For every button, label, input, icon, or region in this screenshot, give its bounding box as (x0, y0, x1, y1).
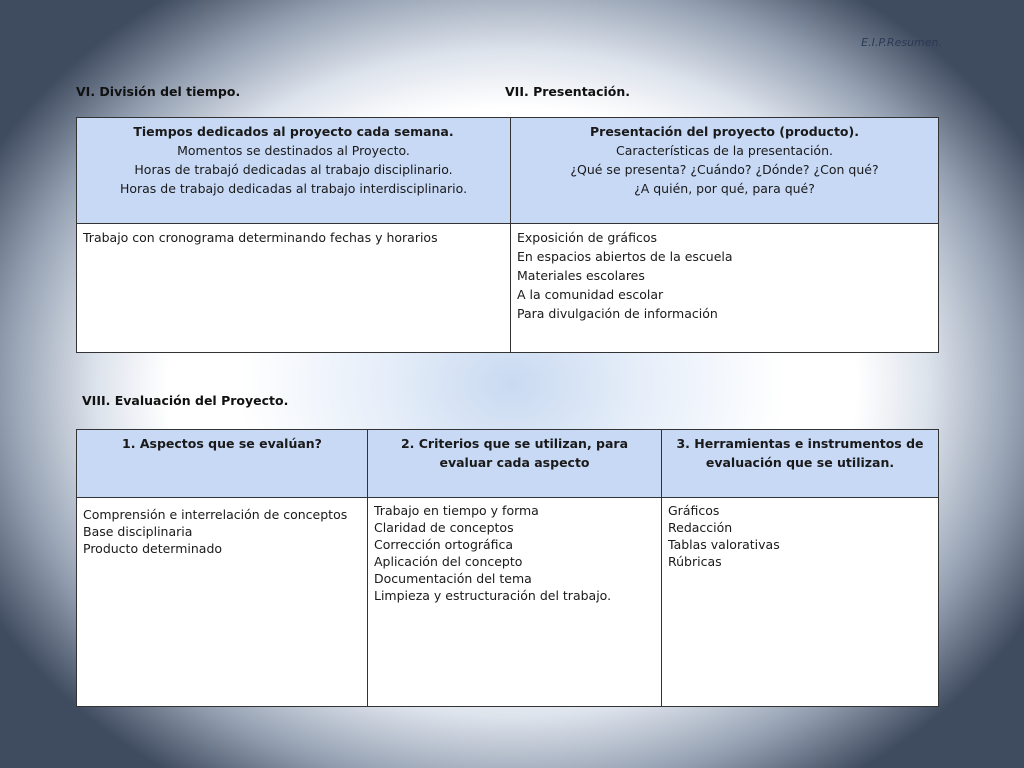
time-header-title: Tiempos dedicados al proyecto cada semana. (133, 124, 454, 139)
presentation-item: Exposición de gráficos (517, 230, 657, 245)
time-header-cell (77, 118, 511, 224)
section-7-title: VII. Presentación. (505, 84, 631, 99)
time-presentation-table (76, 117, 939, 353)
presentation-body-cell (511, 224, 939, 353)
tool-item: Rúbricas (668, 554, 722, 569)
tool-item: Tablas valorativas (668, 537, 780, 552)
section-6-title: VI. División del tiempo. (76, 84, 241, 99)
criteria-item: Corrección ortográfica (374, 537, 514, 552)
criteria-body-cell (368, 498, 662, 707)
evaluation-table (76, 429, 939, 707)
presentation-header-line: Características de la presentación. (616, 143, 833, 158)
time-body-cell (77, 224, 511, 353)
presentation-item: Materiales escolares (517, 268, 645, 283)
presentation-header-cell (511, 118, 939, 224)
presentation-header-line: ¿Qué se presenta? ¿Cuándo? ¿Dónde? ¿Con qué? (570, 162, 879, 177)
criteria-item: Limpieza y estructuración del trabajo. (374, 588, 612, 603)
criteria-header: 2. Criterios que se utilizan, para evaluar cada aspecto (400, 436, 629, 470)
time-header-line: Horas de trabajó dedicadas al trabajo disciplinario. (134, 162, 453, 177)
time-header-line: Horas de trabajo dedicadas al trabajo interdisciplinario. (119, 181, 468, 196)
criteria-header-cell (368, 430, 662, 498)
criteria-item: Claridad de conceptos (374, 520, 514, 535)
aspects-header: 1. Aspectos que se evalúan? (122, 436, 322, 451)
tool-item: Redacción (668, 520, 733, 535)
aspect-item: Comprensión e interrelación de conceptos (83, 507, 348, 522)
brand-label: E.I.P.Resumen. (861, 36, 942, 49)
tools-body-cell (662, 498, 939, 707)
time-header-line: Momentos se destinados al Proyecto. (177, 143, 410, 158)
section-8-title: VIII. Evaluación del Proyecto. (82, 393, 289, 408)
criteria-item: Documentación del tema (374, 571, 532, 586)
presentation-header-title: Presentación del proyecto (producto). (590, 124, 859, 139)
time-body-text: Trabajo con cronograma determinando fechas y horarios (83, 230, 438, 245)
aspect-item: Base disciplinaria (83, 524, 193, 539)
tools-header: 3. Herramientas e instrumentos de evaluación que se utilizan. (676, 436, 924, 470)
presentation-item: Para divulgación de información (517, 306, 718, 321)
tool-item: Gráficos (668, 503, 720, 518)
presentation-header-line: ¿A quién, por qué, para qué? (634, 181, 815, 196)
criteria-item: Trabajo en tiempo y forma (374, 503, 539, 518)
tools-header-cell (662, 430, 939, 498)
aspects-body-cell (77, 498, 368, 707)
criteria-item: Aplicación del concepto (374, 554, 523, 569)
presentation-item: En espacios abiertos de la escuela (517, 249, 733, 264)
aspects-header-cell (77, 430, 368, 498)
aspect-item: Producto determinado (83, 541, 223, 556)
presentation-item: A la comunidad escolar (517, 287, 664, 302)
